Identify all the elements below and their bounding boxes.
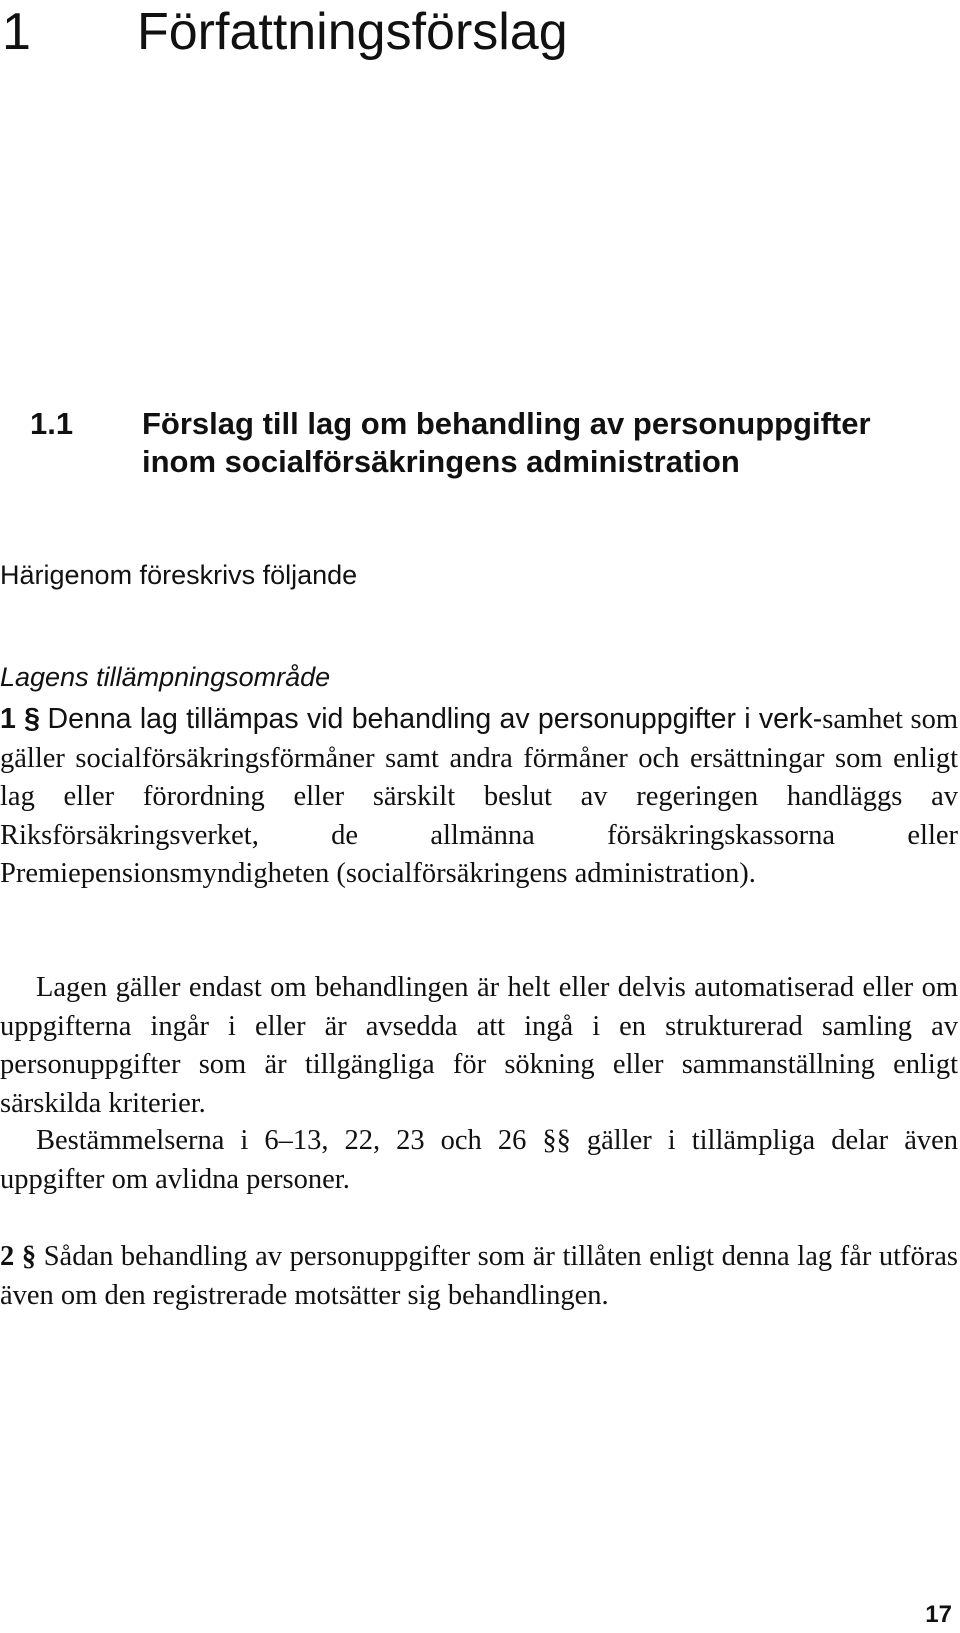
section-title: Förslag till lag om behandling av personuppgifter inom socialförsäkringens administration bbox=[142, 406, 871, 479]
page-number: 17 bbox=[925, 1601, 952, 1628]
section-number: 1.1 bbox=[30, 406, 74, 441]
paragraph-1-rest: samhet som gäller socialförsäkringsförmåner samt andra förmåner och ersättningar som enligt lag eller förordning eller särskilt beslut av regeringen handläggs av Riksförsäkringsverket, de allmänna försäkringskassorna eller Premiepensionsmyndigheten (socialförsäkringens administration). bbox=[0, 704, 958, 890]
paragraph-3: Bestämmelserna i 6–13, 22, 23 och 26 §§ gäller i tillämpliga delar även uppgifter om avlidna personer. bbox=[0, 1125, 958, 1195]
chapter-heading bbox=[2, 0, 568, 64]
section-mark-2: 2 § bbox=[0, 1241, 37, 1272]
subheading: Lagens tillämpningsområde bbox=[0, 662, 331, 692]
paragraph-4 bbox=[0, 1238, 958, 1315]
intro-text: Härigenom föreskrivs följande bbox=[0, 560, 358, 590]
paragraph-1-lead: Denna lag tillämpas vid behandling av personuppgifter i verk- bbox=[47, 703, 823, 735]
paragraph-4-text: Sådan behandling av personuppgifter som är tillåten enligt denna lag får utföras även om den registrerade motsätter sig behandlingen. bbox=[0, 1241, 959, 1311]
section-heading bbox=[30, 405, 930, 481]
section-mark-1: 1 § bbox=[0, 703, 41, 735]
chapter-title: Författningsförslag bbox=[137, 3, 568, 61]
paragraph-2: Lagen gäller endast om behandlingen är helt eller delvis automatiserad eller om uppgifterna ingår i eller är avsedda att ingå i en strukturerad samling av personuppgifter som är tillgängliga för sökning eller sammanställning enligt särskilda kriterier. bbox=[0, 972, 958, 1119]
paragraph-1 bbox=[0, 700, 958, 894]
chapter-number: 1 bbox=[2, 3, 31, 61]
